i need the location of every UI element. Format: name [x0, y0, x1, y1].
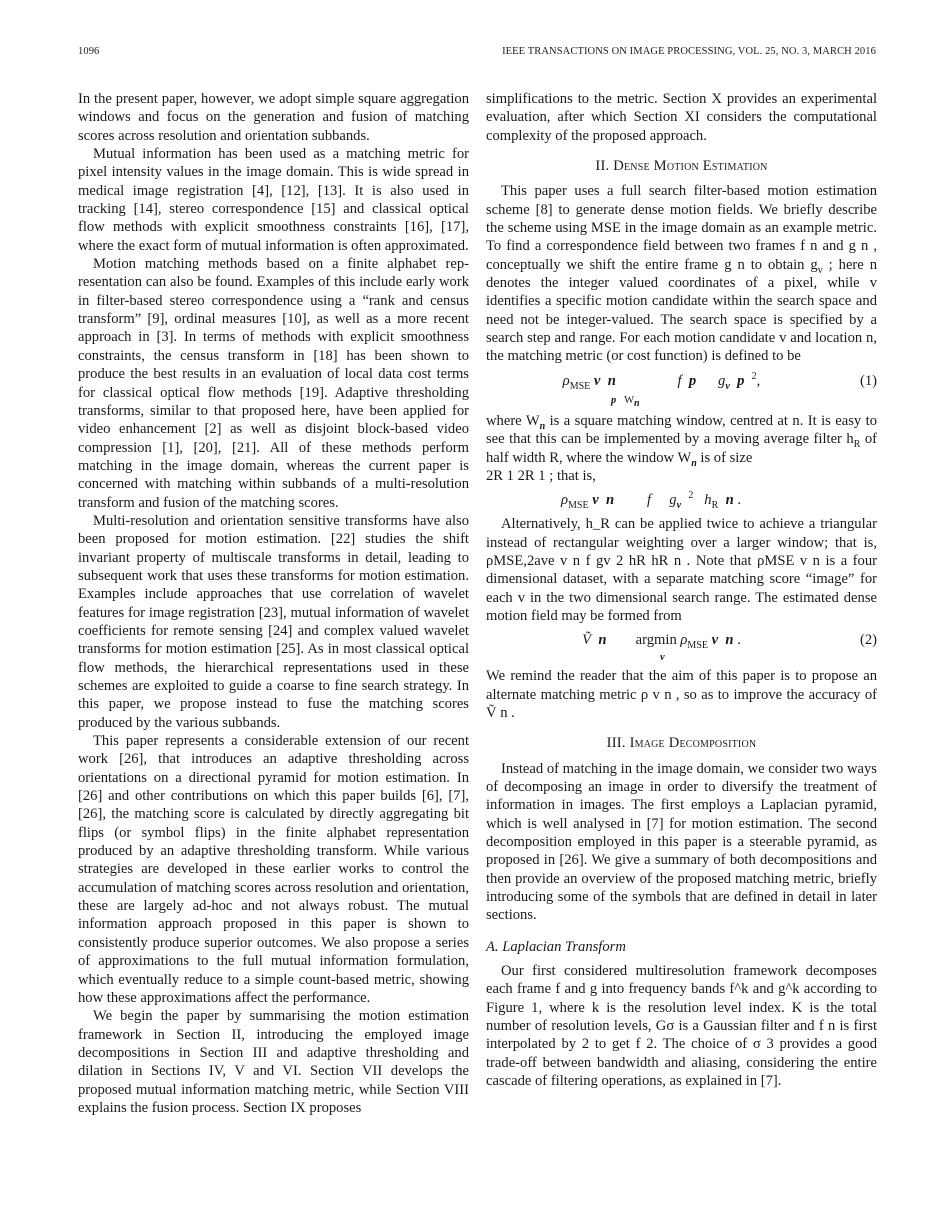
- text-run: is of size: [696, 449, 753, 466]
- paragraph: simplifications to the metric. Section X provides an experimental evaluation, after which Section XI considers the computational complexity of the proposed approach.: [486, 91, 877, 144]
- paragraph: This paper represents a considerable extension of our recent work [26], that introduces an adaptive thresholding across orientations on a directional pyramid for motion estimation. In [26] and other contributions on which this paper builds [6], [7], [26], the matching score is calculated by directly aggregating bit flips (or symbol flips) in the finite alphabet representation produced by an adaptive thresholding transform. While various strategies are developed in these earlier works to control the accumulation of matching scores across resolution and orientation, these are largely ad-hoc and not always robust. The mutual information approach proposed in this paper is shown to consistently produce superior outcomes. We also propose a series of approximations to the full mutual information formulation, which eventually reduce to a simple count-based metric, showing how these approximations affect the performance.: [78, 733, 469, 1006]
- paragraph: This paper uses a full search filter-based motion estimation scheme [8] to generate dense motion fields. We briefly describe the scheme using MSE in the image domain as an example metric. To find a correspondence field between two frames f n and g n , conceptually we shift the entire frame g n to obtain $g_v$ ; here n denotes the integer valued coordinates of a pixel, while v identifies a specific motion candidate within the search space and need not be integer-valued. The search space is specified by a search step and range. For each motion candidate v and location n, the matching metric (or cost function) is defined to be: [486, 183, 877, 365]
- paragraph: Motion matching methods based on a finite alphabet representation can also be found. Examples of this include early work in filter-based stereo correspondence using a “rank and census transform” [9], ordinal measures [10], as well as a more recent approach in [3]. In terms of methods with explicit smoothness constraints, the census transform in [18] has been shown to produce the best results in an evaluation of local data cost terms for classical optical flow methods [19]. Adaptive thresholding transforms, similar to that proposed here, have been applied for video enhancement [2] as well as disjoint block-based video compression [1], [20], [21]. All of these methods perform matching in the image domain, whereas the current paper is concerned with matching within subbands of a multi-resolution transform and fusion of the matching scores.: [78, 256, 469, 511]
- equation-body: Ṽ n argmin $\rho_{MSE}$ v n .: [582, 632, 741, 652]
- section-number: II.: [595, 158, 610, 175]
- running-header: [78, 46, 876, 62]
- journal-title: IEEE TRANSACTIONS ON IMAGE PROCESSING, VOL. 25, NO. 3, MARCH 2016: [502, 46, 876, 57]
- paragraph: Our first considered multiresolution framework decomposes each frame f and g into frequency bands f^k and g^k according to Figure 1, where k is the resolution level index. K is the total number of resolution levels, Gσ is a Gaussian filter and f n is first interpolated by 2 to get f 2. The choice of σ 3 provides a good trade-off between bandwidth and aliasing, considering the entire cascade of filtering operations, as explained in [7].: [486, 963, 877, 1090]
- text-run: is a square matching window, centred at n. It is easy to see that this can be implemented by a moving average filter h: [486, 412, 877, 448]
- paragraph: In the present paper, however, we adopt simple square aggregation windows and focus on the generation and fusion of matching scores across resolution and orientation subbands.: [78, 91, 469, 144]
- paragraph: Multi-resolution and orientation sensitive transforms have also been proposed for motion estimation. [22] studies the shift invariant property of multiscale transforms in detail, leading to subsequent work that uses these transforms for motion estimation. Examples include approaches that use correlation of wavelet features for image registration [23], mutual information of wavelet coefficients for remote sensing [24] and complex valued wavelet transforms for motion estimation [25]. As in most classical optical flow methods, the hierarchical representations used in these schemes are exploited to guide a coarse to fine search strategy. In this paper, we propose instead to fuse the matching scores produced by the various subbands.: [78, 512, 469, 731]
- section-number: III.: [606, 735, 626, 752]
- section-heading-2: [486, 157, 877, 175]
- paragraph: Alternatively, h_R can be applied twice to achieve a triangular instead of rectangular weighting over a larger window; that is, ρMSE,2ave v n f gv 2 hR hR n . Note that ρMSE v n is a four dimensional dataset, with a separate matching score “image” for each v in the two dimensional search range. The estimated dense motion field may be formed from: [486, 516, 877, 624]
- equation-subscript: p $W_n$: [611, 394, 640, 409]
- section-heading-3: [486, 734, 877, 752]
- text-run: ; here n denotes the integer valued coordinates of a pixel, while v identifies a specific motion candidate within the search space and need not be integer-valued. The search space is specified by a search step and range. For each motion candidate v and location n, the matching metric (or cost function) is defined to be: [486, 256, 877, 365]
- right-column: [486, 90, 877, 1090]
- paragraph: Mutual information has been used as a matching metric for pixel intensity values in the image domain. This is wide spread in medical image registration [4], [12], [13]. It is also used in tracking [14], stereo correspondence [15] and classical optical flow methods with explicit smoothness constraints [16], [17], where the exact form of mutual information is often approximated.: [78, 146, 469, 254]
- paragraph: Instead of matching in the image domain, we consider two ways of decomposing an image in order to diversify the treatment of information in images. The first employs a Laplacian pyramid, which is well analysed in [7] for motion estimation. The second decomposition employed in this paper is a steerable pyramid, as proposed in [26]. We give a summary of both decompositions and then provide an overview of the proposed matching metric, briefly introducing some of the symbols that are defined in detail in later sections.: [486, 760, 877, 924]
- text-run: f n and g n , conceptually we shift the entire frame g n to obtain g: [486, 238, 877, 273]
- paragraph: We remind the reader that the aim of this paper is to propose an alternate matching metric ρ v n , so as to improve the accuracy of Ṽ n .: [486, 668, 877, 721]
- section-title: Dense Motion Estimation: [613, 158, 768, 175]
- left-column: [78, 90, 469, 1117]
- equation-inline: $\rho_{MSE}$ v n f $g_v$ $^2$ $h_R$ n .: [561, 490, 741, 512]
- equation-2: Ṽ n argmin $\rho_{MSE}$ v n . v (2): [486, 631, 877, 665]
- text-run: This paper uses a full search filter-based motion estimation scheme [8] to generate dense motion fields. We briefly describe the scheme using MSE in the image domain as an example metric. To find a correspondence field between two frames: [486, 183, 877, 255]
- equation-body: $\rho_{MSE}$ v n f p $g_v$ p $^2$,: [562, 370, 761, 392]
- subsection-heading: A. Laplacian Transform: [486, 938, 626, 955]
- text-run: 2R 1 2R 1 ; that is,: [486, 467, 596, 484]
- equation-number: (2): [859, 632, 877, 649]
- equation-number: (1): [859, 372, 877, 389]
- paragraph: We begin the paper by summarising the motion estimation framework in Section II, introducing the employed image decompositions in Section III and adaptive thresholding and dilation in Sections IV, V and VI. Section VII develops the proposed mutual information matching metric, while Section VIII explains the fusion process. Section IX proposes: [78, 1008, 469, 1116]
- paragraph: where $W_n$ is a square matching window, centred at n. It is easy to see that this can be implemented by a moving average filter $h_R$ of half width R, where the window $W_n$ is of size 2R 1 2R 1 ; that is,: [486, 412, 878, 484]
- page-number: 1096: [78, 46, 100, 57]
- text-run: where W: [486, 412, 540, 429]
- text-run: of half width R, where the window W: [486, 431, 878, 466]
- section-title: Image Decomposition: [629, 735, 757, 752]
- equation-1: [486, 372, 877, 410]
